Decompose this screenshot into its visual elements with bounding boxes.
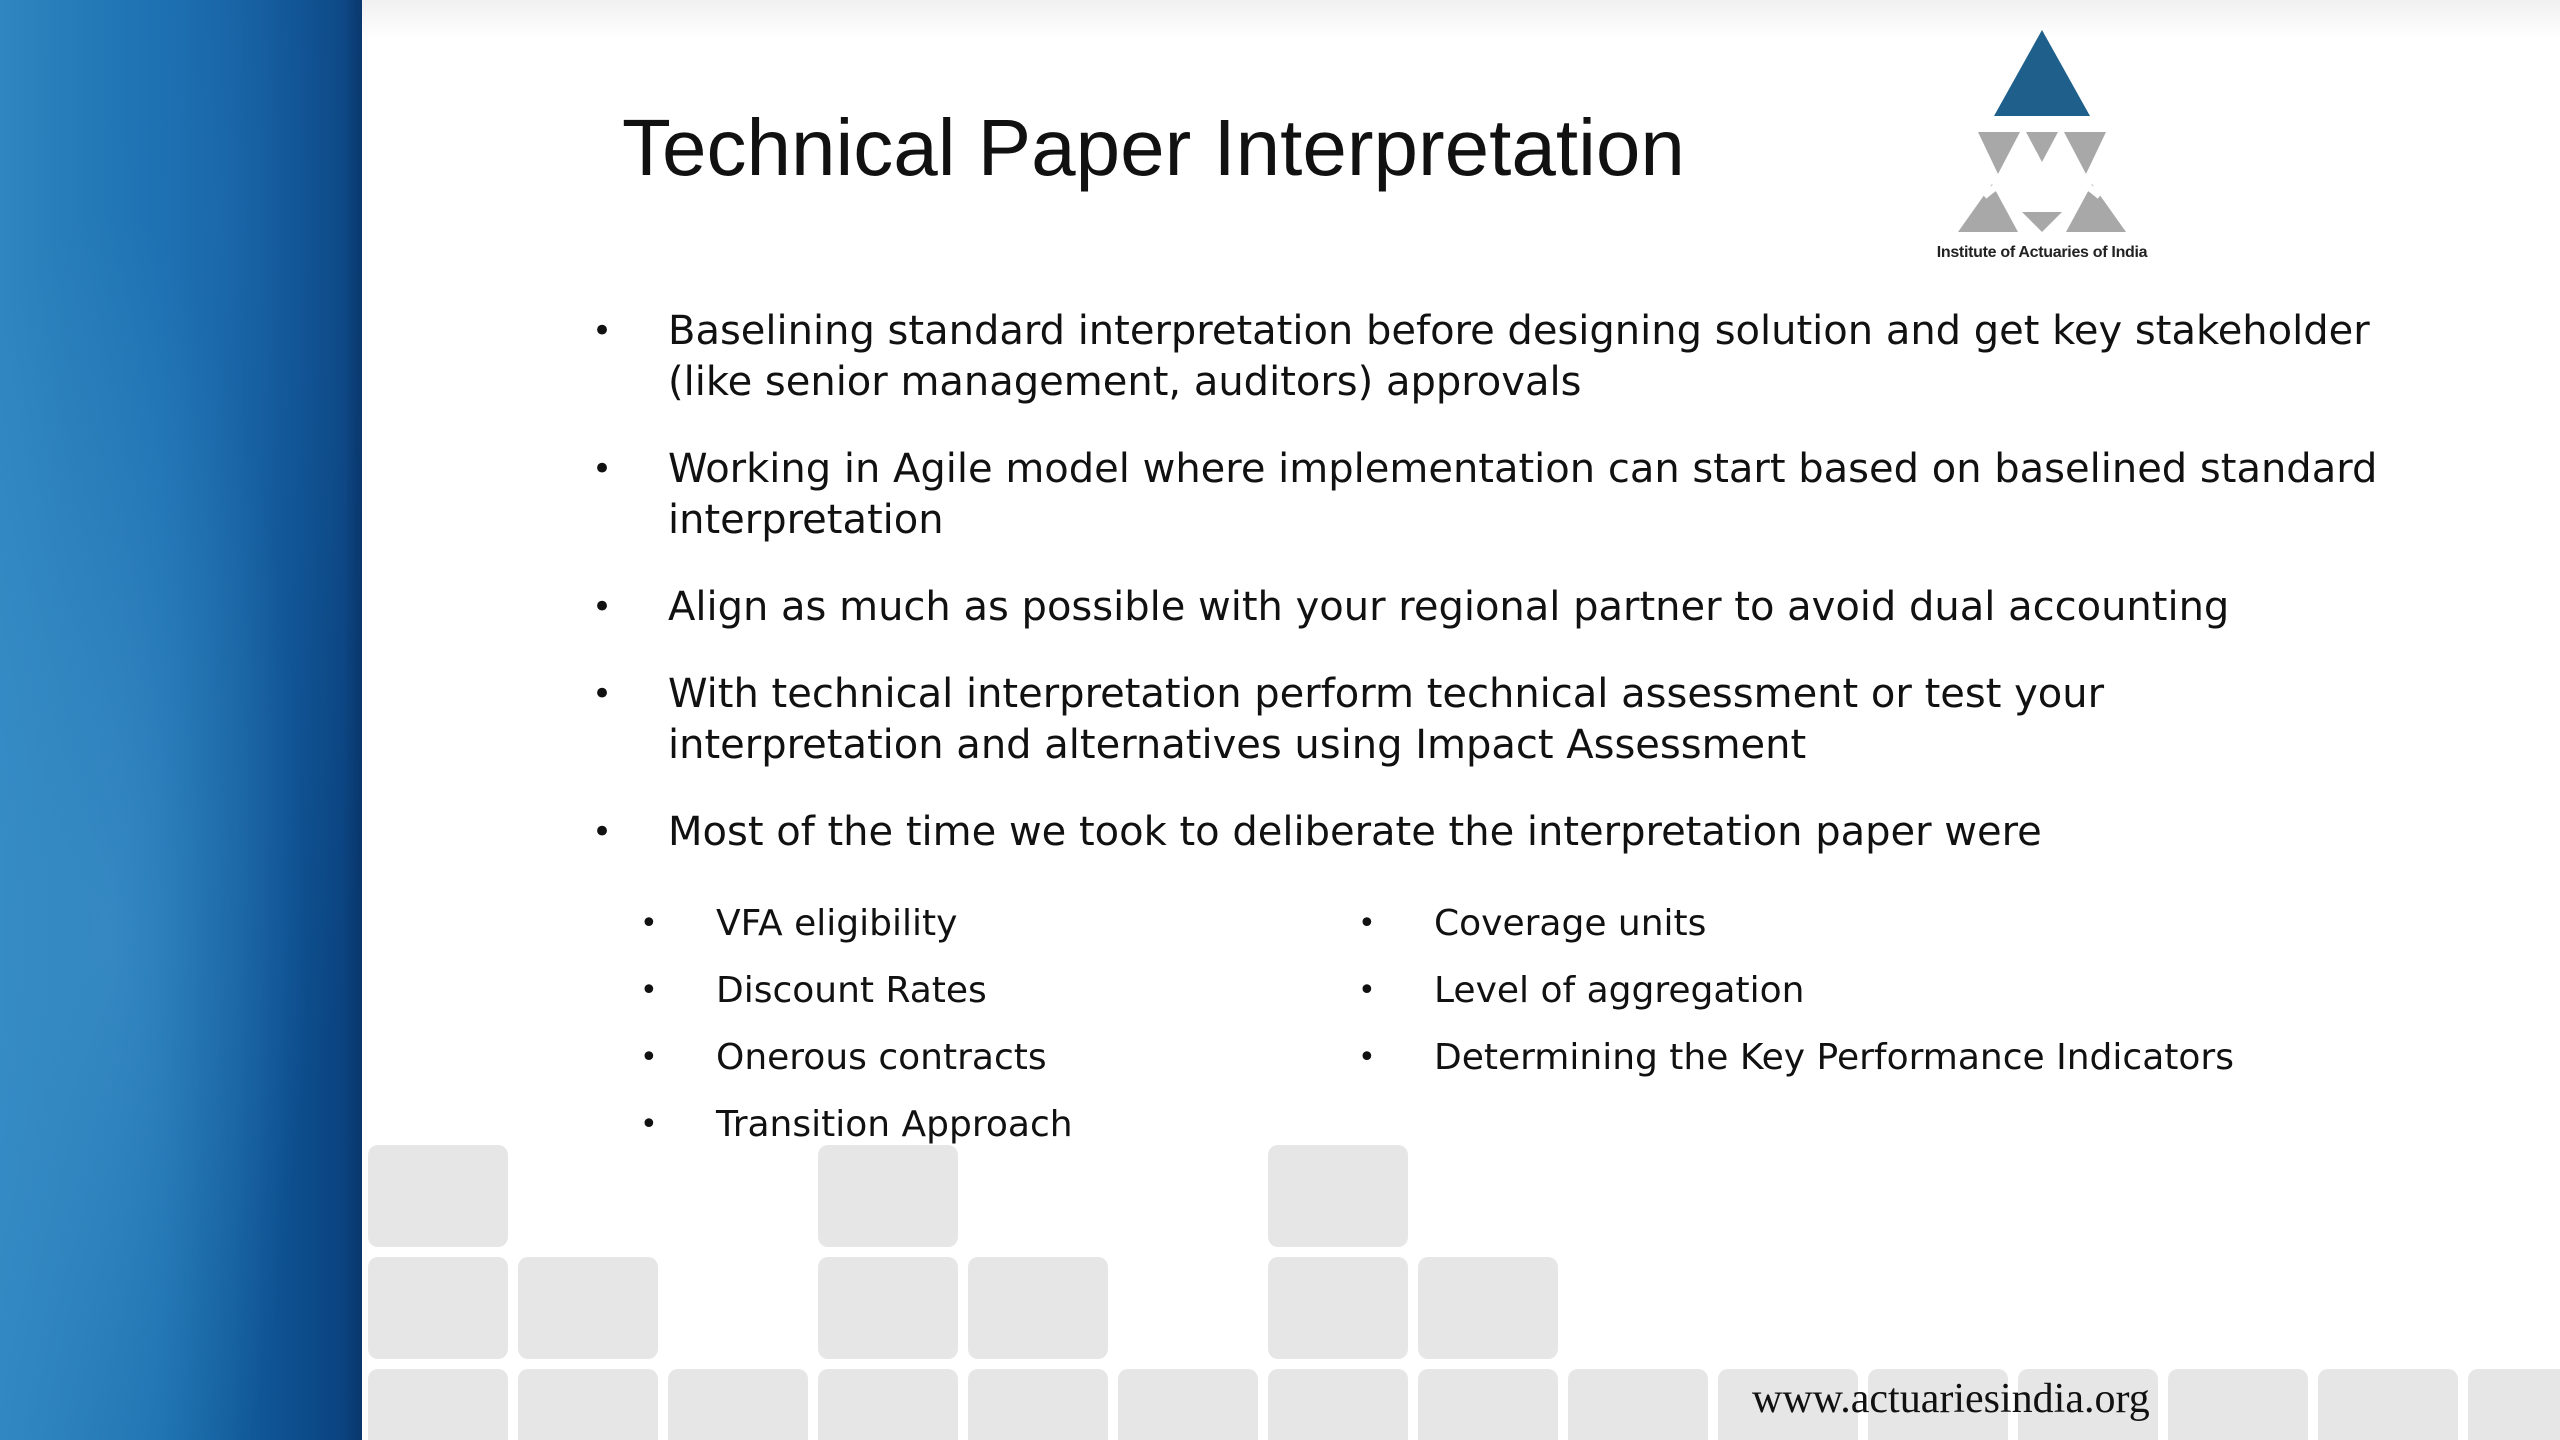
sub-bullet-item-text: Onerous contracts — [716, 1037, 1047, 1078]
decorative-tile — [968, 1257, 1108, 1359]
sub-bullet-item-text: Determining the Key Performance Indicators — [1434, 1037, 2234, 1078]
bullet-item-text: Baselining standard interpretation before designing solution and get key stakeholder (like senior management, auditors) approvals — [668, 308, 2370, 405]
sub-bullet-item — [1358, 900, 2358, 948]
decorative-tile — [1418, 1369, 1558, 1440]
top-shadow — [362, 0, 2560, 40]
decorative-tile — [2318, 1369, 2458, 1440]
decorative-tile — [2468, 1369, 2560, 1440]
decorative-tile — [1118, 1369, 1258, 1440]
sub-bullet-item-text: Level of aggregation — [1434, 970, 1805, 1011]
bullet-item — [592, 582, 2392, 633]
decorative-tile — [518, 1257, 658, 1359]
sub-bullet-item — [1358, 1034, 2358, 1082]
bullet-item — [592, 306, 2392, 408]
institute-logo-icon — [1922, 28, 2162, 268]
bullet-icon: • — [640, 973, 658, 1008]
decorative-tile — [368, 1257, 508, 1359]
sub-bullet-item — [640, 900, 1340, 948]
bullet-icon: • — [640, 1107, 658, 1142]
bullet-item-text: With technical interpretation perform technical assessment or test your interpretation and alternatives using Impact Assessment — [668, 671, 2105, 768]
decorative-tile — [1418, 1257, 1558, 1359]
sub-bullet-item — [640, 1101, 1340, 1149]
bullet-icon: • — [592, 812, 613, 852]
sub-bullet-list-right — [1358, 900, 2358, 1101]
decorative-tile — [1268, 1369, 1408, 1440]
sub-bullet-item-text: VFA eligibility — [716, 903, 958, 944]
decorative-tile — [2168, 1369, 2308, 1440]
sub-bullet-item — [1358, 967, 2358, 1015]
decorative-tile — [368, 1145, 508, 1247]
main-bullet-list — [592, 306, 2392, 894]
sub-bullet-list-left — [640, 900, 1340, 1168]
bullet-icon: • — [1358, 1040, 1376, 1075]
logo-caption: Institute of Actuaries of India — [1936, 244, 2148, 261]
bullet-item — [592, 807, 2392, 858]
decorative-tile — [818, 1257, 958, 1359]
bullet-icon: • — [592, 449, 613, 489]
bullet-item-text: Most of the time we took to deliberate the interpretation paper were — [668, 809, 2042, 855]
bullet-item-text: Working in Agile model where implementation can start based on baselined standard interpretation — [668, 446, 2378, 543]
bullet-item — [592, 444, 2392, 546]
bullet-icon: • — [592, 587, 613, 627]
bullet-icon: • — [592, 674, 613, 714]
decorative-tile — [818, 1369, 958, 1440]
bullet-icon: • — [640, 1040, 658, 1075]
decorative-tile — [368, 1369, 508, 1440]
website-footer: www.actuariesindia.org — [1752, 1376, 2150, 1422]
bullet-item — [592, 669, 2392, 771]
decorative-tile — [1268, 1257, 1408, 1359]
slide-title: Technical Paper Interpretation — [622, 103, 1685, 192]
bullet-icon: • — [592, 311, 613, 351]
sub-bullet-item-text: Coverage units — [1434, 903, 1707, 944]
decorative-tile — [668, 1369, 808, 1440]
bullet-icon: • — [1358, 973, 1376, 1008]
side-color-band — [0, 0, 362, 1440]
bullet-icon: • — [640, 906, 658, 941]
decorative-tile — [968, 1369, 1108, 1440]
sub-bullet-item — [640, 1034, 1340, 1082]
sub-bullet-item-text: Discount Rates — [716, 970, 987, 1011]
decorative-tile — [1568, 1369, 1708, 1440]
bullet-icon: • — [1358, 906, 1376, 941]
bullet-item-text: Align as much as possible with your regional partner to avoid dual accounting — [668, 584, 2230, 630]
decorative-tile — [518, 1369, 658, 1440]
sub-bullet-item — [640, 967, 1340, 1015]
sub-bullet-item-text: Transition Approach — [716, 1104, 1073, 1145]
